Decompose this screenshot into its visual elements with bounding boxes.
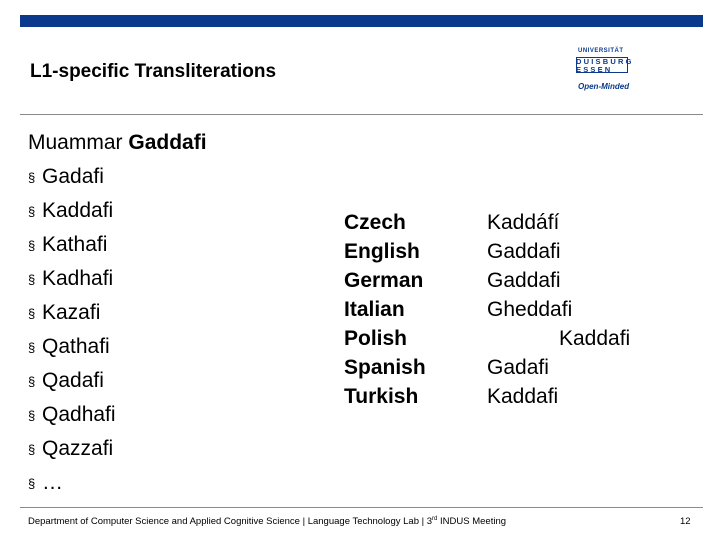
variant-item <box>28 432 116 466</box>
bullet-icon: § <box>28 305 36 321</box>
variant-label: … <box>42 471 63 494</box>
footer-superscript: rd <box>432 516 438 522</box>
logo-line-1: DUISBURG <box>576 57 634 66</box>
transliteration-label: Kaddafi <box>487 385 559 408</box>
header-divider <box>20 114 703 115</box>
bullet-icon: § <box>28 271 36 287</box>
logo-university-label: UNIVERSITÄT <box>578 48 624 54</box>
bullet-icon: § <box>28 203 36 219</box>
header-bar <box>20 15 703 27</box>
footer-prefix: Department of Computer Science and Applied Cognitive Science | Language Technology Lab | 3 <box>28 516 433 528</box>
logo-tagline: Open-Minded <box>578 82 630 91</box>
transliteration-label: Gadafi <box>487 356 549 379</box>
variant-label: Qazzafi <box>42 437 114 460</box>
variant-item <box>28 194 116 228</box>
bullet-icon: § <box>28 475 36 491</box>
language-label: Czech <box>344 211 406 234</box>
variant-item <box>28 398 116 432</box>
footer-text <box>28 516 506 527</box>
variant-item <box>28 364 116 398</box>
logo-line-2: ESSEN <box>576 65 613 74</box>
transliteration-label: Gheddafi <box>487 298 573 321</box>
university-logo <box>576 48 656 96</box>
variant-item <box>28 262 116 296</box>
bullet-icon: § <box>28 407 36 423</box>
transliteration-list <box>487 208 630 411</box>
variant-item <box>28 466 116 500</box>
transliteration-label: Kaddáfí <box>487 211 560 234</box>
language-label: Italian <box>344 298 405 321</box>
footer-divider <box>20 507 703 508</box>
variant-list <box>28 160 116 500</box>
name-heading <box>28 131 207 155</box>
name-heading-first: Muammar <box>28 131 129 154</box>
variant-label: Kaddafi <box>42 199 114 222</box>
variant-item <box>28 296 116 330</box>
bullet-icon: § <box>28 441 36 457</box>
transliteration-label: Kaddafi <box>559 327 631 350</box>
variant-label: Qadhafi <box>42 403 116 426</box>
language-label: Spanish <box>344 356 426 379</box>
variant-label: Qadafi <box>42 369 104 392</box>
slide-title: L1-specific Transliterations <box>30 61 277 82</box>
page-number: 12 <box>680 516 691 527</box>
bullet-icon: § <box>28 339 36 355</box>
variant-item <box>28 330 116 364</box>
language-label: Polish <box>344 327 408 350</box>
transliteration-label: Gaddafi <box>487 269 561 292</box>
bullet-icon: § <box>28 373 36 389</box>
language-label: Turkish <box>344 385 419 408</box>
bullet-icon: § <box>28 169 36 185</box>
variant-label: Qathafi <box>42 335 110 358</box>
variant-item <box>28 160 116 194</box>
variant-label: Gadafi <box>42 165 104 188</box>
transliteration-label: Gaddafi <box>487 240 561 263</box>
language-label: English <box>344 240 420 263</box>
bullet-icon: § <box>28 237 36 253</box>
variant-label: Kazafi <box>42 301 101 324</box>
variant-label: Kathafi <box>42 233 108 256</box>
variant-item <box>28 228 116 262</box>
variant-label: Kadhafi <box>42 267 114 290</box>
name-heading-bold: Gaddafi <box>128 131 207 154</box>
language-label: German <box>344 269 424 292</box>
language-list <box>344 208 426 411</box>
footer-suffix: INDUS Meeting <box>437 516 507 528</box>
